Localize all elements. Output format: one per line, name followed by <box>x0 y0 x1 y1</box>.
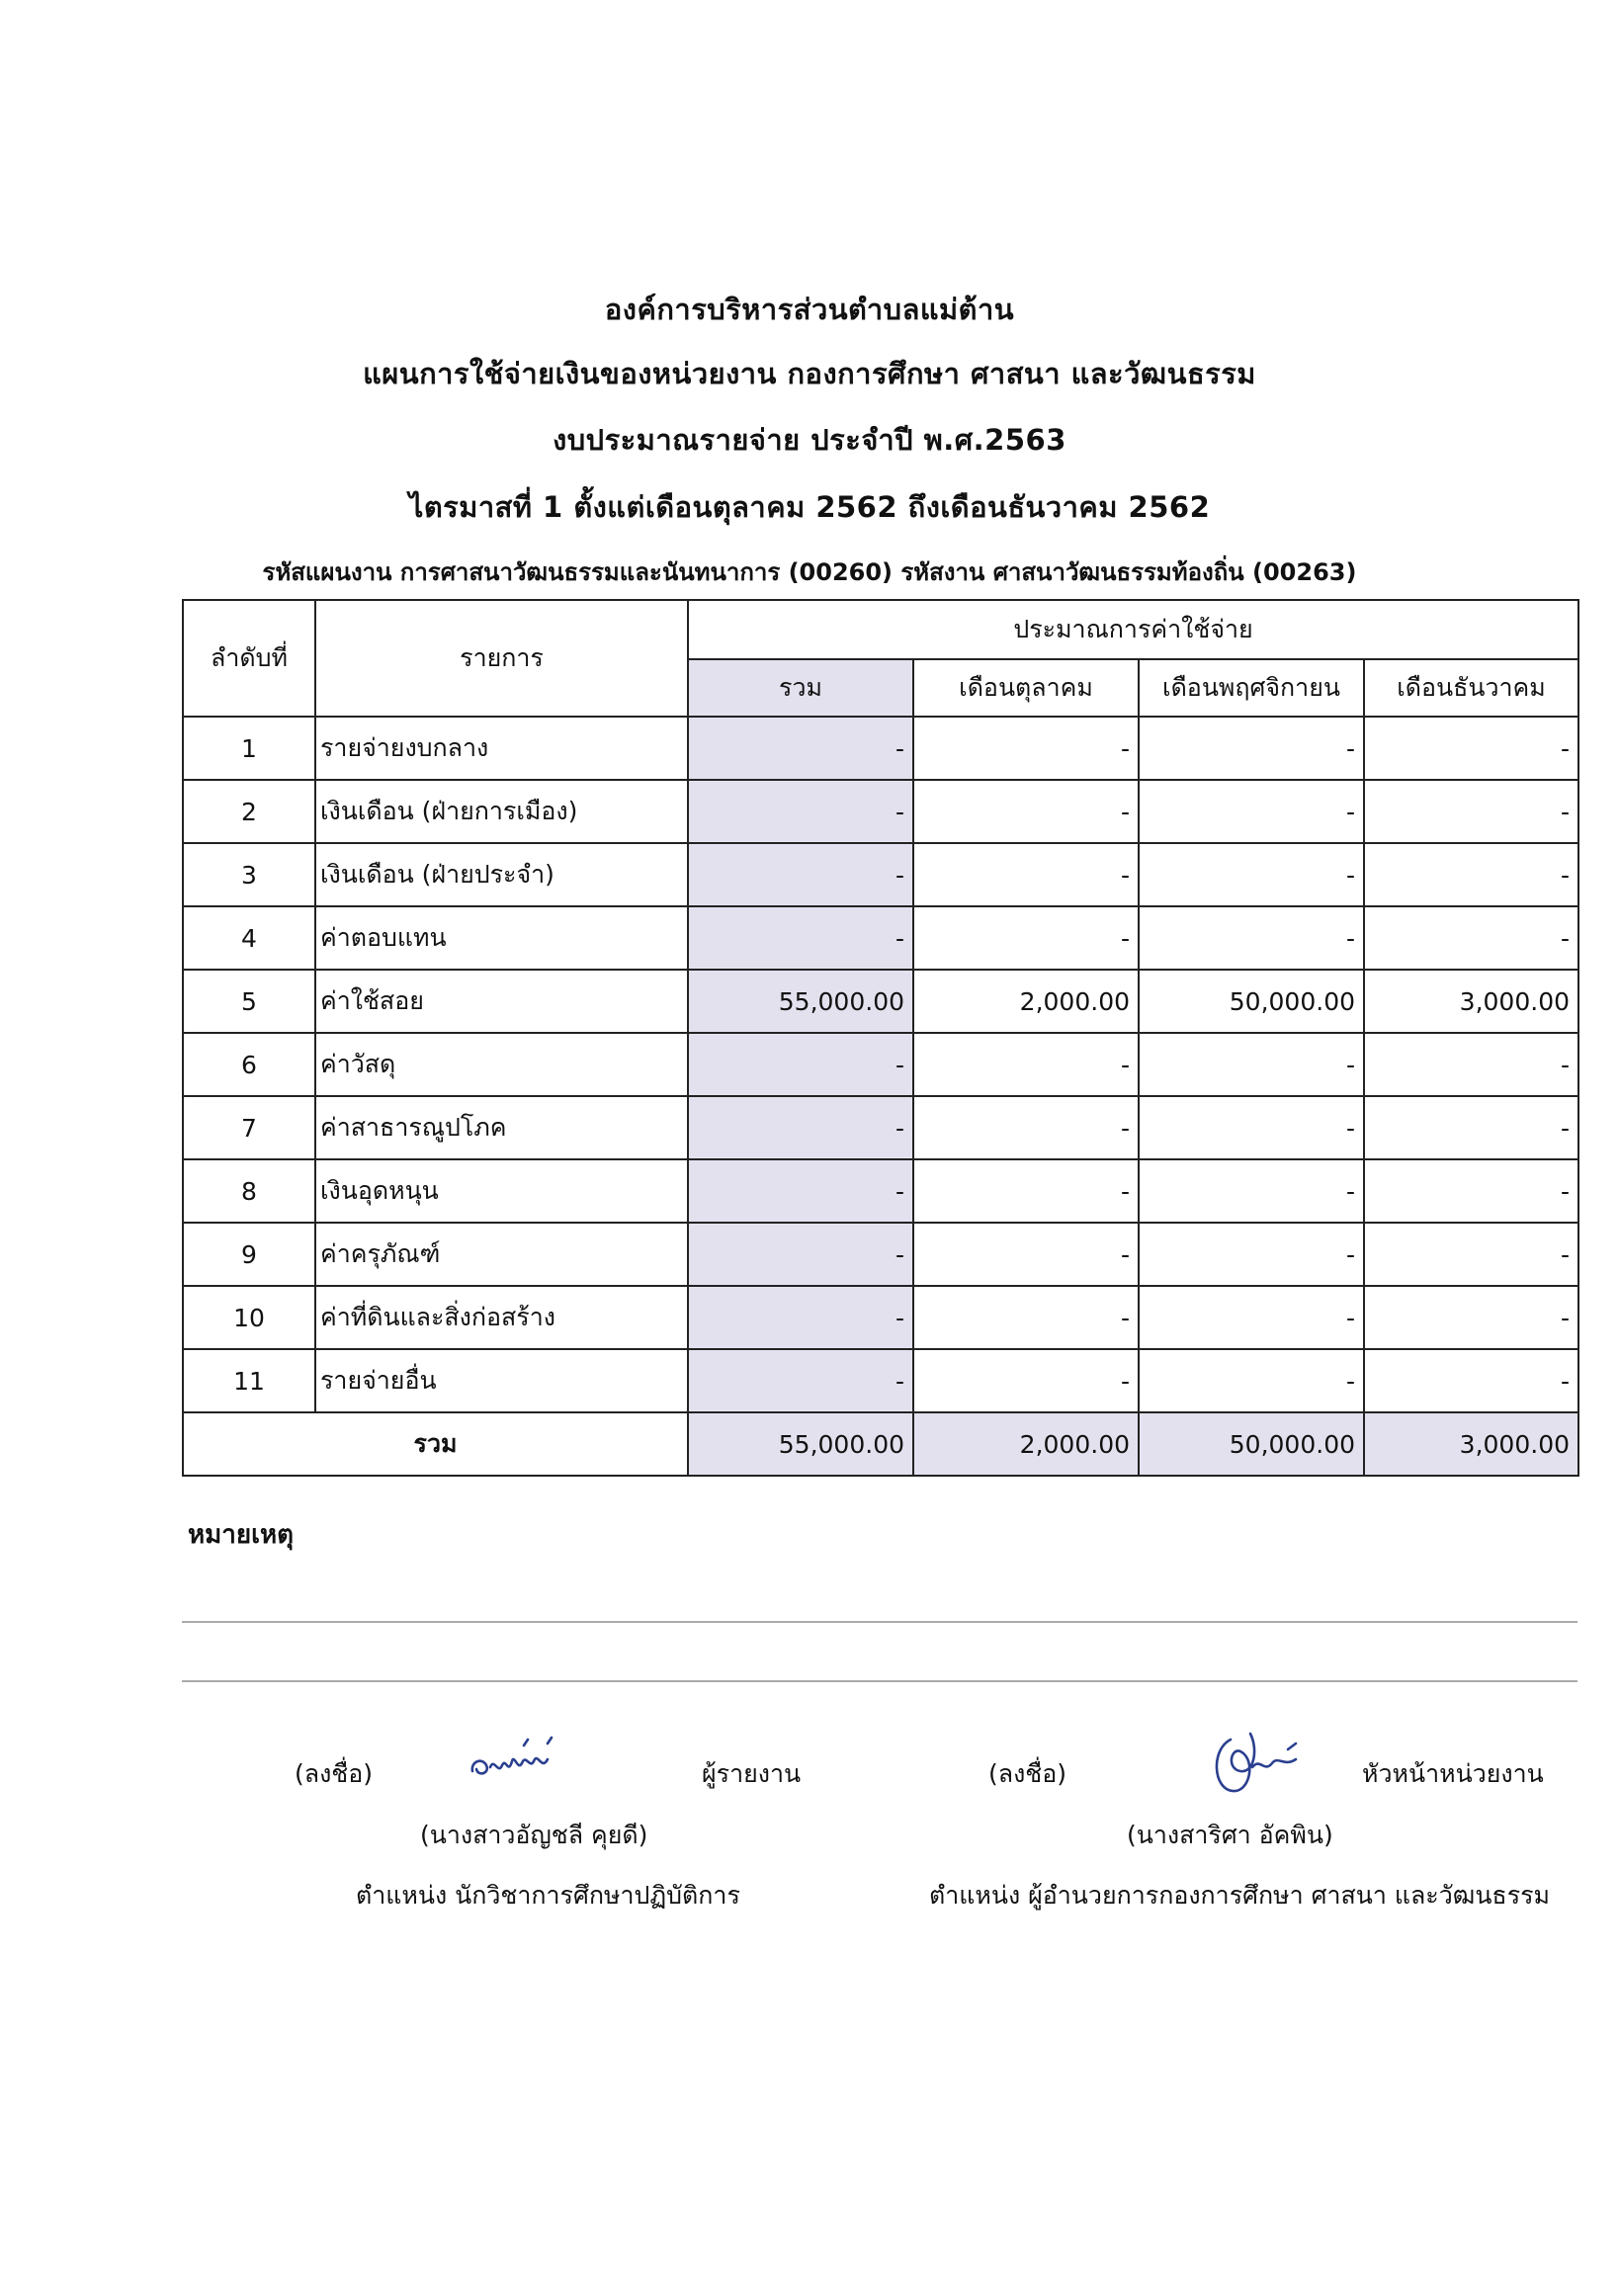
row-total: - <box>688 1159 913 1223</box>
row-total: - <box>688 1033 913 1096</box>
budget-title: งบประมาณรายจ่าย ประจำปี พ.ศ.2563 <box>553 423 1066 457</box>
col-header-november: เดือนพฤศจิกายน <box>1139 659 1364 717</box>
row-total: - <box>688 717 913 780</box>
table-row <box>183 780 1578 843</box>
row-october: - <box>913 780 1139 843</box>
row-total: - <box>688 1286 913 1349</box>
row-number: 4 <box>183 906 315 970</box>
table-row <box>183 1096 1578 1159</box>
row-november: 50,000.00 <box>1139 970 1364 1033</box>
row-total: 55,000.00 <box>688 970 913 1033</box>
row-november: - <box>1139 1159 1364 1223</box>
quarter-title: ไตรมาสที่ 1 ตั้งแต่เดือนตุลาคม 2562 ถึงเดือนธันวาคม 2562 <box>408 490 1211 524</box>
row-total: - <box>688 906 913 970</box>
left-position: ตำแหน่ง นักวิชาการศึกษาปฏิบัติการ <box>356 1881 740 1910</box>
table-row <box>183 1159 1578 1223</box>
row-number: 9 <box>183 1223 315 1286</box>
row-item: ค่าใช้สอย <box>315 970 688 1033</box>
row-november: - <box>1139 1096 1364 1159</box>
row-december: - <box>1364 1349 1578 1412</box>
left-role: ผู้รายงาน <box>702 1759 802 1788</box>
row-october: - <box>913 906 1139 970</box>
remark-label: หมายเหตุ <box>188 1520 295 1550</box>
col-header-no: ลำดับที่ <box>183 600 315 717</box>
row-october: 2,000.00 <box>913 970 1139 1033</box>
row-december: - <box>1364 1033 1578 1096</box>
total-row <box>183 1412 1578 1476</box>
plan-title: แผนการใช้จ่ายเงินของหน่วยงาน กองการศึกษา ศาสนา และวัฒนธรรม <box>363 357 1256 390</box>
table-row <box>183 970 1578 1033</box>
row-november: - <box>1139 1349 1364 1412</box>
row-december: - <box>1364 717 1578 780</box>
row-total: - <box>688 1096 913 1159</box>
row-december: - <box>1364 1286 1578 1349</box>
row-december: - <box>1364 843 1578 906</box>
right-role: หัวหน้าหน่วยงาน <box>1362 1759 1544 1788</box>
row-october: - <box>913 1286 1139 1349</box>
total-november: 50,000.00 <box>1139 1412 1364 1476</box>
row-number: 10 <box>183 1286 315 1349</box>
row-december: - <box>1364 1159 1578 1223</box>
row-item: ค่าที่ดินและสิ่งก่อสร้าง <box>315 1286 688 1349</box>
row-november: - <box>1139 780 1364 843</box>
right-sign-label: (ลงชื่อ) <box>988 1759 1067 1788</box>
row-number: 7 <box>183 1096 315 1159</box>
right-position: ตำแหน่ง ผู้อำนวยการกองการศึกษา ศาสนา และวัฒนธรรม <box>929 1881 1551 1910</box>
row-november: - <box>1139 1286 1364 1349</box>
row-number: 2 <box>183 780 315 843</box>
row-december: - <box>1364 906 1578 970</box>
row-november: - <box>1139 1223 1364 1286</box>
row-december: 3,000.00 <box>1364 970 1578 1033</box>
row-item: เงินเดือน (ฝ่ายการเมือง) <box>315 780 688 843</box>
row-november: - <box>1139 843 1364 906</box>
row-october: - <box>913 1159 1139 1223</box>
row-october: - <box>913 1223 1139 1286</box>
row-november: - <box>1139 717 1364 780</box>
row-total: - <box>688 1223 913 1286</box>
remark-line-1 <box>182 1621 1577 1623</box>
table-row <box>183 1286 1578 1349</box>
row-december: - <box>1364 1096 1578 1159</box>
row-item: ค่าตอบแทน <box>315 906 688 970</box>
row-item: รายจ่ายอื่น <box>315 1349 688 1412</box>
left-name: (นางสาวอัญชลี คุยดี) <box>420 1821 648 1849</box>
row-item: เงินเดือน (ฝ่ายประจำ) <box>315 843 688 906</box>
plan-codes: รหัสแผนงาน การศาสนาวัฒนธรรมและนันทนาการ (00260) รหัสงาน ศาสนาวัฒนธรรมท้องถิ่น (00263) <box>262 558 1357 586</box>
row-item: เงินอุดหนุน <box>315 1159 688 1223</box>
row-november: - <box>1139 906 1364 970</box>
row-total: - <box>688 1349 913 1412</box>
col-header-estimate: ประมาณการค่าใช้จ่าย <box>688 600 1578 659</box>
row-december: - <box>1364 1223 1578 1286</box>
row-number: 8 <box>183 1159 315 1223</box>
col-header-total: รวม <box>688 659 913 717</box>
budget-table <box>182 599 1579 1477</box>
table-row <box>183 717 1578 780</box>
table-row <box>183 1223 1578 1286</box>
row-total: - <box>688 843 913 906</box>
row-november: - <box>1139 1033 1364 1096</box>
row-october: - <box>913 717 1139 780</box>
row-number: 11 <box>183 1349 315 1412</box>
left-signature <box>465 1732 593 1787</box>
left-sign-label: (ลงชื่อ) <box>295 1759 374 1788</box>
remark-line-2 <box>182 1680 1577 1682</box>
col-header-october: เดือนตุลาคม <box>913 659 1139 717</box>
right-name: (นางสาริศา อัคพิน) <box>1127 1821 1333 1849</box>
row-october: - <box>913 1349 1139 1412</box>
total-label: รวม <box>183 1412 688 1476</box>
col-header-item: รายการ <box>315 600 688 717</box>
total-december: 3,000.00 <box>1364 1412 1578 1476</box>
total-october: 2,000.00 <box>913 1412 1139 1476</box>
row-october: - <box>913 1096 1139 1159</box>
row-item: ค่าวัสดุ <box>315 1033 688 1096</box>
table-row <box>183 906 1578 970</box>
row-item: ค่าสาธารณูปโภค <box>315 1096 688 1159</box>
table-row <box>183 843 1578 906</box>
row-number: 3 <box>183 843 315 906</box>
col-header-december: เดือนธันวาคม <box>1364 659 1578 717</box>
row-december: - <box>1364 780 1578 843</box>
table-row <box>183 1033 1578 1096</box>
org-title: องค์การบริหารส่วนตำบลแม่ต้าน <box>604 293 1015 326</box>
row-number: 5 <box>183 970 315 1033</box>
row-october: - <box>913 843 1139 906</box>
row-item: ค่าครุภัณฑ์ <box>315 1223 688 1286</box>
row-total: - <box>688 780 913 843</box>
row-october: - <box>913 1033 1139 1096</box>
row-item: รายจ่ายงบกลาง <box>315 717 688 780</box>
table-row <box>183 1349 1578 1412</box>
row-number: 1 <box>183 717 315 780</box>
row-number: 6 <box>183 1033 315 1096</box>
right-signature <box>1201 1710 1320 1809</box>
total-sum: 55,000.00 <box>688 1412 913 1476</box>
